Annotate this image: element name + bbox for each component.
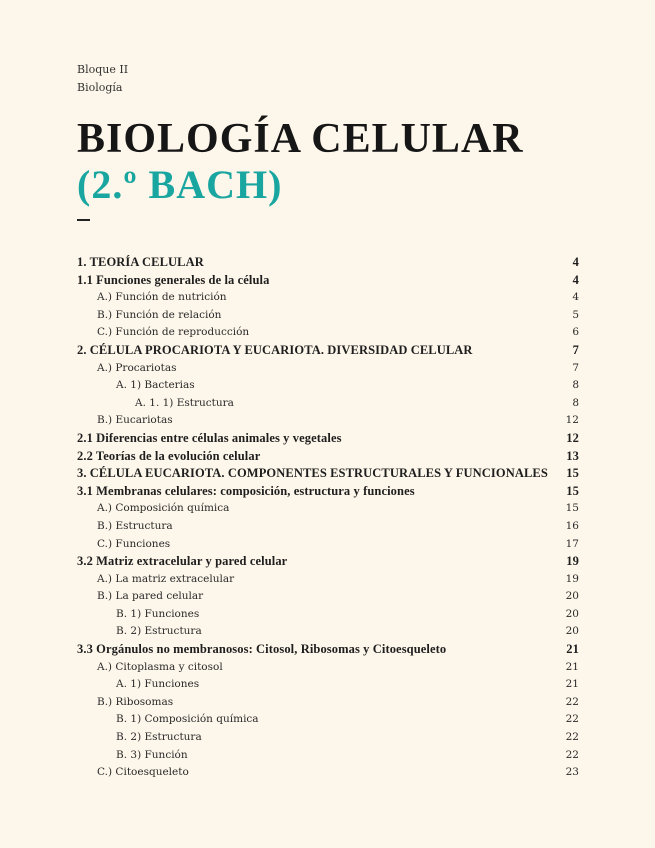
toc-entry-title: A.) Procariotas [97, 361, 177, 374]
toc-entry[interactable] [77, 747, 579, 765]
toc-entry-title: B.) Ribosomas [97, 695, 174, 708]
toc-entry[interactable] [77, 729, 579, 747]
toc-entry-title: A.) La matriz extracelular [97, 572, 235, 585]
toc-entry[interactable] [77, 430, 579, 448]
toc-entry[interactable] [77, 483, 579, 501]
toc-entry-page: 5 [572, 308, 579, 321]
toc-entry-title: 3.3 Orgánulos no membranosos: Citosol, Ribosomas y Citoesqueleto [77, 642, 447, 657]
toc-entry-page: 4 [572, 255, 579, 269]
toc-entry-page: 19 [566, 554, 579, 569]
page-header [77, 61, 128, 97]
toc-entry[interactable] [77, 307, 579, 325]
toc-entry[interactable] [77, 377, 579, 395]
toc-entry-title: C.) Citoesqueleto [97, 766, 189, 779]
toc-entry[interactable] [77, 360, 579, 378]
toc-entry[interactable] [77, 518, 579, 536]
toc-entry-page: 22 [565, 731, 579, 744]
toc-entry[interactable] [77, 606, 579, 624]
toc-entry-title: A.) Función de nutrición [97, 291, 227, 304]
toc-entry[interactable] [77, 324, 579, 342]
table-of-contents [77, 254, 579, 782]
toc-entry-page: 22 [565, 695, 579, 708]
toc-entry-title: A. 1) Bacterias [116, 379, 195, 392]
toc-entry-title: A.) Citoplasma y citosol [97, 660, 223, 673]
toc-entry-title: 3. CÉLULA EUCARIOTA. COMPONENTES ESTRUCTURALES Y FUNCIONALES [77, 466, 548, 481]
toc-entry-title: C.) Funciones [97, 537, 171, 550]
toc-entry-page: 22 [565, 713, 579, 726]
toc-entry-page: 22 [565, 748, 579, 761]
toc-entry[interactable] [77, 272, 579, 290]
block-label: Bloque II [77, 63, 129, 76]
toc-entry-page: 7 [572, 342, 579, 357]
toc-entry-title: 3.1 Membranas celulares: composición, estructura y funciones [77, 483, 415, 498]
toc-entry-page: 21 [565, 678, 579, 691]
toc-entry-title: A. 1) Funciones [116, 678, 200, 691]
toc-entry-title: 3.2 Matriz extracelular y pared celular [77, 554, 288, 569]
toc-entry-page: 20 [565, 607, 579, 620]
toc-entry-page: 7 [572, 361, 579, 374]
toc-entry-title: 1.1 Funciones generales de la célula [77, 272, 270, 287]
toc-entry-page: 21 [565, 660, 579, 673]
toc-entry-page: 12 [565, 414, 579, 427]
toc-entry-title: B.) Estructura [97, 519, 173, 532]
toc-entry[interactable] [77, 659, 579, 677]
toc-entry[interactable] [77, 465, 579, 483]
toc-entry[interactable] [77, 571, 579, 589]
toc-entry[interactable] [77, 711, 579, 729]
toc-entry-page: 19 [565, 572, 579, 585]
toc-entry[interactable] [77, 289, 579, 307]
document-title [77, 116, 524, 208]
toc-entry-title: 2. CÉLULA PROCARIOTA Y EUCARIOTA. DIVERSIDAD CELULAR [77, 342, 473, 357]
toc-entry-page: 4 [572, 291, 579, 304]
toc-entry-page: 20 [565, 625, 579, 638]
toc-entry[interactable] [77, 254, 579, 272]
toc-entry-page: 4 [572, 272, 579, 287]
toc-entry-title: 1. TEORÍA CELULAR [77, 255, 204, 269]
subject-label: Biología [77, 81, 123, 94]
toc-entry-page: 21 [566, 642, 579, 657]
toc-entry[interactable] [77, 694, 579, 712]
toc-entry-title: B. 2) Estructura [116, 731, 202, 744]
toc-entry[interactable] [77, 342, 579, 360]
toc-entry-title: B. 3) Función [116, 748, 188, 761]
toc-entry[interactable] [77, 395, 579, 413]
toc-entry-title: B.) La pared celular [97, 590, 204, 603]
toc-entry[interactable] [77, 676, 579, 694]
toc-entry-page: 15 [566, 466, 579, 481]
toc-entry-page: 12 [566, 430, 579, 445]
title-course: (2.º BACH) [77, 162, 283, 207]
toc-entry-page: 8 [572, 379, 579, 392]
toc-entry-title: B. 2) Estructura [116, 625, 202, 638]
toc-entry-page: 23 [565, 766, 579, 779]
toc-entry-title: 2.2 Teorías de la evolución celular [77, 448, 261, 463]
title-divider [77, 219, 90, 221]
toc-entry-title: B. 1) Funciones [116, 607, 200, 620]
toc-entry-page: 6 [572, 326, 579, 339]
toc-entry-page: 17 [565, 537, 579, 550]
toc-entry[interactable] [77, 412, 579, 430]
toc-entry-page: 8 [572, 396, 579, 409]
toc-entry[interactable] [77, 764, 579, 782]
toc-entry-title: A. 1. 1) Estructura [135, 396, 234, 409]
toc-entry-title: 2.1 Diferencias entre células animales y vegetales [77, 430, 342, 445]
toc-entry[interactable] [77, 588, 579, 606]
toc-entry-page: 15 [565, 502, 579, 515]
toc-entry[interactable] [77, 448, 579, 466]
toc-entry[interactable] [77, 623, 579, 641]
toc-entry-title: A.) Composición química [97, 502, 230, 515]
toc-entry-title: B.) Eucariotas [97, 414, 173, 427]
toc-entry[interactable] [77, 536, 579, 554]
toc-entry-title: B.) Función de relación [97, 308, 222, 321]
toc-entry-page: 13 [566, 448, 579, 463]
title-main: BIOLOGÍA CELULAR [77, 116, 524, 162]
toc-entry[interactable] [77, 500, 579, 518]
toc-entry[interactable] [77, 641, 579, 659]
toc-entry-page: 16 [565, 519, 579, 532]
toc-entry-page: 20 [565, 590, 579, 603]
toc-entry-title: B. 1) Composición química [116, 713, 259, 726]
toc-entry-page: 15 [566, 483, 579, 498]
toc-entry-title: C.) Función de reproducción [97, 326, 250, 339]
toc-entry[interactable] [77, 553, 579, 571]
